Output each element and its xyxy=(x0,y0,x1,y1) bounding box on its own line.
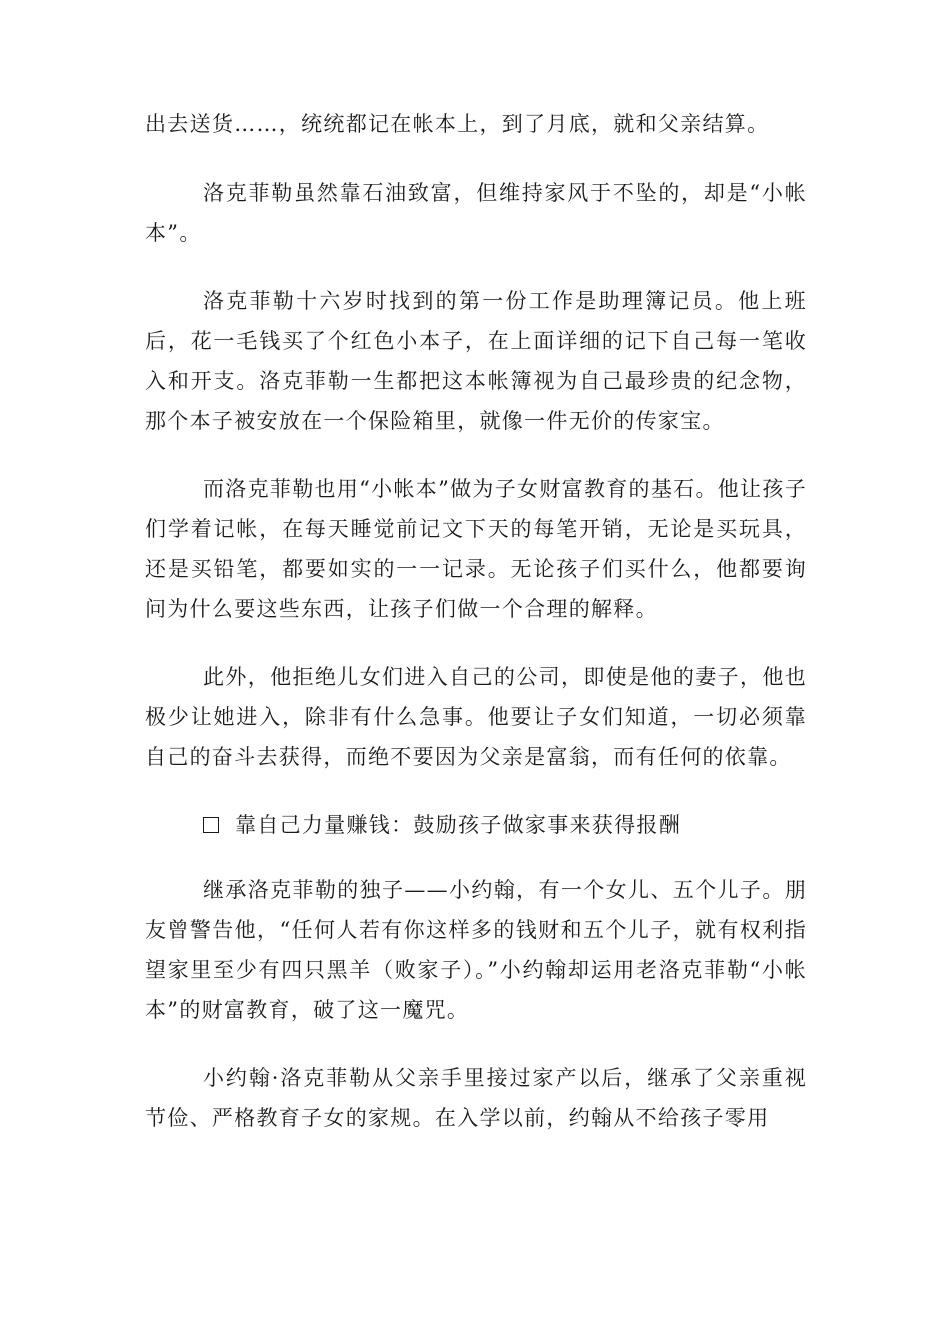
section-heading-text: 靠自己力量赚钱：鼓励孩子做家事来获得报酬 xyxy=(235,813,681,837)
document-page xyxy=(145,104,807,1166)
checkbox-icon xyxy=(203,817,219,833)
paragraph-company-rule: 此外，他拒绝儿女们进入自己的公司，即使是他的妻子，他也极少让她进入，除非有什么急事。他要让子女们知道，一切必须靠自己的奋斗去获得，而绝不要因为父亲是富翁，而有任何的依靠。 xyxy=(145,665,807,769)
section-heading xyxy=(145,805,807,845)
paragraph-first-job: 洛克菲勒十六岁时找到的第一份工作是助理簿记员。他上班后，花一毛钱买了个红色小本子，在上面详细的记下自己每一笔收入和开支。洛克菲勒一生都把这本帐簿视为自己最珍贵的纪念物，那个本子被安放在一个保险箱里，就像一件无价的传家宝。 xyxy=(145,289,807,433)
paragraph-family-rules: 小约翰·洛克菲勒从父亲手里接过家产以后，继承了父亲重视节俭、严格教育子女的家规。在入学以前，约翰从不给孩子零用 xyxy=(145,1066,807,1130)
paragraph-ledger-intro: 洛克菲勒虽然靠石油致富，但维持家风于不坠的，却是“小帐本”。 xyxy=(145,181,807,245)
paragraph-children-education: 而洛克菲勒也用“小帐本”做为子女财富教育的基石。他让孩子们学着记帐，在每天睡觉前记文下天的每笔开销，无论是买玩具，还是买铅笔，都要如实的一一记录。无论孩子们买什么，他都要询问为什么要这些东西，让孩子们做一个合理的解释。 xyxy=(145,477,807,621)
paragraph-john-jr: 继承洛克菲勒的独子——小约翰，有一个女儿、五个儿子。朋友曾警告他，“任何人若有你这样多的钱财和五个儿子，就有权利指望家里至少有四只黑羊（败家子）。”小约翰却运用老洛克菲勒“小帐本”的财富教育，破了这一魔咒。 xyxy=(145,878,807,1022)
paragraph-continuation: 出去送货……，统统都记在帐本上，到了月底，就和父亲结算。 xyxy=(145,112,770,136)
